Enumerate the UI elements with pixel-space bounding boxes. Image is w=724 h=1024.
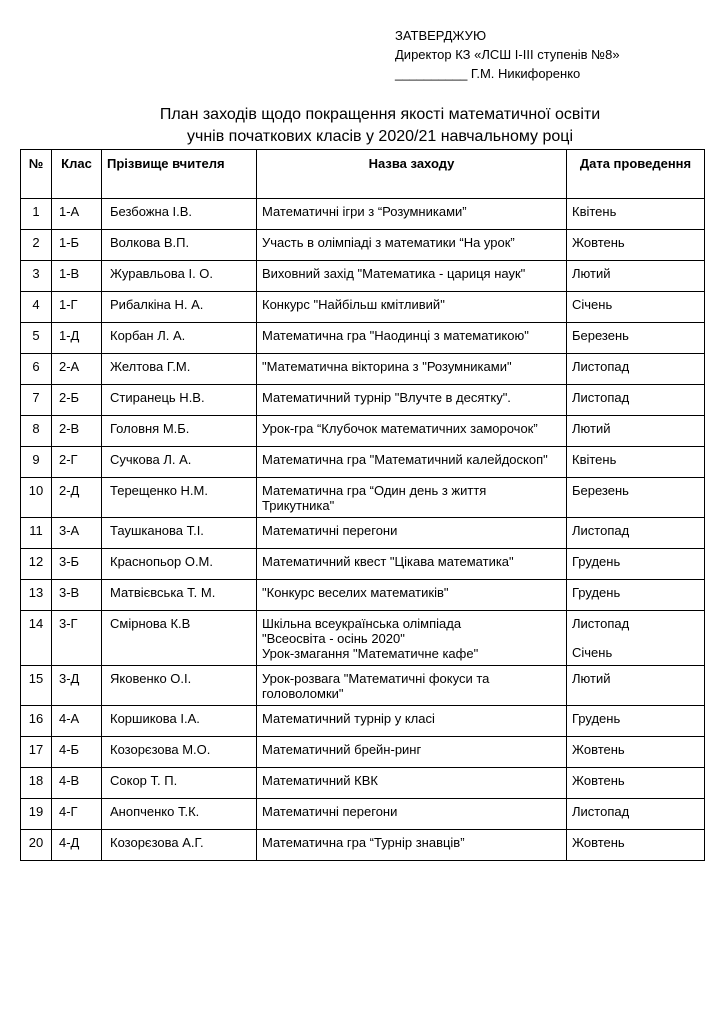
row-class: 1-А (52, 199, 102, 230)
row-teacher: Анопченко Т.К. (102, 799, 257, 830)
document-title (0, 104, 724, 148)
approval-block (395, 26, 620, 83)
row-number: 11 (21, 518, 52, 549)
table-row (21, 737, 705, 768)
date-spacer (572, 631, 699, 638)
row-date: Грудень (567, 706, 705, 737)
row-date-line: Листопад (572, 616, 630, 631)
row-class: 3-Г (52, 611, 102, 666)
table-body (21, 199, 705, 861)
row-event: Математичний квест "Цікава математика" (257, 549, 567, 580)
table-row (21, 478, 705, 518)
row-number: 7 (21, 385, 52, 416)
row-teacher: Матвієвська Т. М. (102, 580, 257, 611)
row-number: 5 (21, 323, 52, 354)
approval-position: Директор КЗ «ЛСШ І-ІІІ ступенів №8» (395, 47, 620, 62)
approval-signature: __________ Г.М. Никифоренко (395, 66, 581, 81)
table-row (21, 611, 705, 666)
row-date: Листопад (567, 799, 705, 830)
row-number: 17 (21, 737, 52, 768)
row-teacher: Коршикова І.А. (102, 706, 257, 737)
row-number: 15 (21, 666, 52, 706)
row-number: 4 (21, 292, 52, 323)
row-date: Листопад (567, 354, 705, 385)
row-event: Конкурс "Найбільш кмітливий" (257, 292, 567, 323)
row-number: 19 (21, 799, 52, 830)
row-date: Лютий (567, 666, 705, 706)
row-date: Березень (567, 323, 705, 354)
row-event-line: Урок-змагання "Математичне кафе" (262, 646, 479, 661)
table-row (21, 830, 705, 861)
row-event: Участь в олімпіаді з математики “На урок” (257, 230, 567, 261)
row-date: Березень (567, 478, 705, 518)
events-table (20, 149, 705, 861)
header-class: Клас (52, 150, 102, 199)
row-class: 2-Б (52, 385, 102, 416)
table-row (21, 799, 705, 830)
row-class: 4-Г (52, 799, 102, 830)
header-date: Дата проведення (567, 150, 705, 199)
row-number: 9 (21, 447, 52, 478)
row-class: 1-Б (52, 230, 102, 261)
row-date: Листопад (567, 385, 705, 416)
approval-heading: ЗАТВЕРДЖУЮ (395, 28, 487, 43)
row-teacher: Волкова В.П. (102, 230, 257, 261)
row-date: Жовтень (567, 830, 705, 861)
row-class: 1-Г (52, 292, 102, 323)
row-event: Математична гра "Наодинці з математикою" (257, 323, 567, 354)
row-teacher: Рибалкіна Н. А. (102, 292, 257, 323)
row-teacher: Сокор Т. П. (102, 768, 257, 799)
row-teacher: Корбан Л. А. (102, 323, 257, 354)
row-teacher: Яковенко О.І. (102, 666, 257, 706)
row-event: Математичний турнір у класі (257, 706, 567, 737)
row-event: Математичні перегони (257, 799, 567, 830)
row-event: Виховний захід "Математика - цариця наук" (257, 261, 567, 292)
title-line-2: учнів початкових класів у 2020/21 навчальному році (187, 128, 573, 145)
table-header-row (21, 150, 705, 199)
row-class: 1-Д (52, 323, 102, 354)
row-date: Грудень (567, 549, 705, 580)
table-row (21, 768, 705, 799)
table-row (21, 666, 705, 706)
row-date: Лютий (567, 416, 705, 447)
table-row (21, 580, 705, 611)
row-class: 2-А (52, 354, 102, 385)
row-date: Жовтень (567, 737, 705, 768)
row-date: Жовтень (567, 768, 705, 799)
table-row (21, 706, 705, 737)
row-number: 6 (21, 354, 52, 385)
row-event: Математична гра "Математичний калейдоскоп" (257, 447, 567, 478)
row-event-line: "Всеосвіта - осінь 2020" (262, 631, 405, 646)
row-event: Математичний брейн-ринг (257, 737, 567, 768)
header-num: № (21, 150, 52, 199)
row-number: 20 (21, 830, 52, 861)
row-event: "Математична вікторина з "Розумниками" (257, 354, 567, 385)
row-date-line: Січень (572, 645, 613, 660)
row-date: Жовтень (567, 230, 705, 261)
row-teacher: Козорєзова М.О. (102, 737, 257, 768)
row-class: 4-А (52, 706, 102, 737)
row-class: 1-В (52, 261, 102, 292)
row-number: 16 (21, 706, 52, 737)
table-row (21, 549, 705, 580)
row-class: 4-Б (52, 737, 102, 768)
row-class: 2-В (52, 416, 102, 447)
row-event: Математична гра “Один день з життя Трикутника" (257, 478, 567, 518)
table-row (21, 199, 705, 230)
row-teacher: Желтова Г.М. (102, 354, 257, 385)
row-teacher: Головня М.Б. (102, 416, 257, 447)
table-row (21, 261, 705, 292)
row-class: 4-Д (52, 830, 102, 861)
row-event: Математична гра “Турнір знавців” (257, 830, 567, 861)
row-event: Урок-гра “Клубочок математичних заморочок” (257, 416, 567, 447)
row-teacher: Козорєзова А.Г. (102, 830, 257, 861)
row-class: 2-Г (52, 447, 102, 478)
row-number: 18 (21, 768, 52, 799)
row-teacher: Краснопьор О.М. (102, 549, 257, 580)
row-number: 14 (21, 611, 52, 666)
row-class: 3-А (52, 518, 102, 549)
row-class: 3-В (52, 580, 102, 611)
row-teacher: Сучкова Л. А. (102, 447, 257, 478)
row-event: Математичний КВК (257, 768, 567, 799)
row-class: 2-Д (52, 478, 102, 518)
row-number: 12 (21, 549, 52, 580)
table-row (21, 518, 705, 549)
row-teacher: Безбожна І.В. (102, 199, 257, 230)
row-number: 8 (21, 416, 52, 447)
row-date: Грудень (567, 580, 705, 611)
row-event: "Конкурс веселих математиків" (257, 580, 567, 611)
title-line-1: План заходів щодо покращення якості математичної освіти (159, 106, 601, 123)
row-event (257, 611, 567, 666)
date-spacer (572, 638, 699, 645)
row-number: 10 (21, 478, 52, 518)
row-event: Математичні ігри з “Розумниками” (257, 199, 567, 230)
row-teacher: Таушканова Т.І. (102, 518, 257, 549)
row-number: 3 (21, 261, 52, 292)
row-number: 2 (21, 230, 52, 261)
table-row (21, 323, 705, 354)
header-event: Назва заходу (257, 150, 567, 199)
table-row (21, 385, 705, 416)
row-event: Математичні перегони (257, 518, 567, 549)
row-class: 4-В (52, 768, 102, 799)
row-event: Урок-розвага "Математичні фокуси та головоломки" (257, 666, 567, 706)
row-teacher: Стиранець Н.В. (102, 385, 257, 416)
row-date (567, 611, 705, 666)
row-date: Квітень (567, 199, 705, 230)
row-date: Лютий (567, 261, 705, 292)
row-class: 3-Д (52, 666, 102, 706)
row-event-line: Шкільна всеукраїнська олімпіада (262, 616, 462, 631)
row-teacher: Журавльова І. О. (102, 261, 257, 292)
row-event: Математичний турнір "Влучте в десятку". (257, 385, 567, 416)
row-number: 13 (21, 580, 52, 611)
row-teacher: Смірнова К.В (102, 611, 257, 666)
table-row (21, 447, 705, 478)
table-row (21, 230, 705, 261)
row-date: Листопад (567, 518, 705, 549)
row-date: Січень (567, 292, 705, 323)
table-row (21, 292, 705, 323)
header-teacher: Прізвище вчителя (102, 150, 257, 199)
table-row (21, 354, 705, 385)
table-row (21, 416, 705, 447)
row-class: 3-Б (52, 549, 102, 580)
row-date: Квітень (567, 447, 705, 478)
row-number: 1 (21, 199, 52, 230)
row-teacher: Терещенко Н.М. (102, 478, 257, 518)
